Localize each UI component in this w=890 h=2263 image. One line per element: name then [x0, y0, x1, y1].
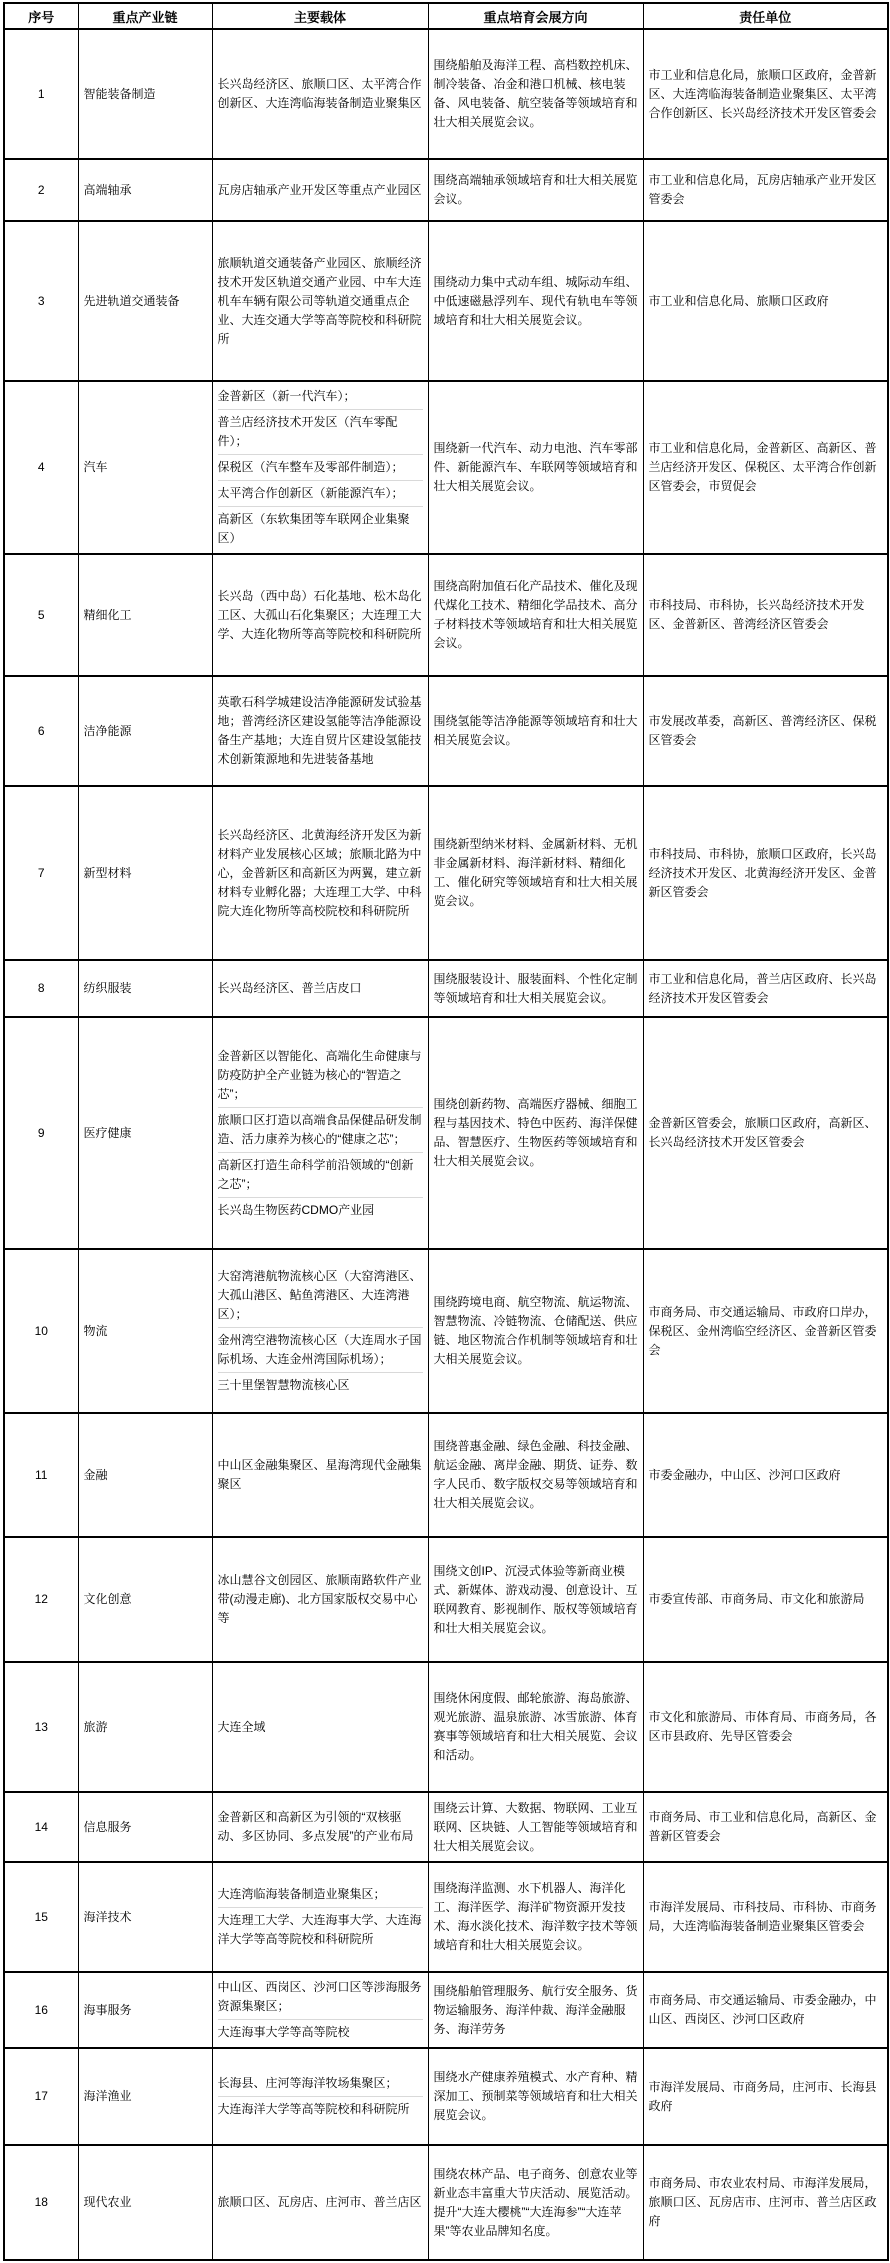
- exhibition-direction: 围绕动力集中式动车组、城际动车组、中低速磁悬浮列车、现代有轨电车等领域培育和壮大相关展览会议。: [428, 221, 643, 381]
- main-carriers-cell: [212, 1662, 428, 1792]
- industry-chain-name: 新型材料: [78, 786, 212, 960]
- industry-chain-name: 海洋技术: [78, 1862, 212, 1972]
- industry-chain-name: 先进轨道交通装备: [78, 221, 212, 381]
- main-carriers-cell: [212, 1972, 428, 2048]
- carrier-item: 普兰店经济技术开发区（汽车零配件）；: [218, 410, 423, 455]
- table-row: [4, 960, 888, 1017]
- carrier-item: 中山区金融集聚区、星海湾现代金融集聚区: [217, 1458, 422, 1491]
- carrier-item: 金普新区以智能化、高端化生命健康与防疫防护全产业链为核心的“智造之芯”；: [218, 1044, 423, 1108]
- carrier-item: 长兴岛（西中岛）石化基地、松木岛化工区、大孤山石化集聚区；大连理工大学、大连化物所等高等院校和科研院所: [217, 588, 422, 641]
- responsible-unit: 市海洋发展局、市科技局、市科协、市商务局，大连湾临海装备制造业聚集区管委会: [643, 1862, 888, 1972]
- carrier-item: 高新区打造生命科学前沿领域的“创新之芯”；: [218, 1153, 423, 1198]
- carrier-item: 旅顺口区打造以高端食品保健品研发制造、活力康养为核心的“健康之芯”；: [218, 1108, 423, 1153]
- exhibition-direction: 围绕新一代汽车、动力电池、汽车零部件、新能源汽车、车联网等领域培育和壮大相关展览会议。: [428, 381, 643, 554]
- row-number: 5: [4, 554, 78, 676]
- industry-chain-name: 现代农业: [78, 2145, 212, 2260]
- carrier-item: 大连海事大学等高等院校: [217, 2025, 350, 2039]
- carrier-item: 金普新区（新一代汽车）；: [218, 384, 423, 410]
- table-row: [4, 159, 888, 221]
- main-carriers-cell: [212, 381, 428, 554]
- row-number: 8: [4, 960, 78, 1017]
- industry-chain-name: 高端轴承: [78, 159, 212, 221]
- table-row: [4, 2048, 888, 2145]
- responsible-unit: 市商务局、市交通运输局、市政府口岸办，保税区、金州湾临空经济区、金普新区管委会: [643, 1249, 888, 1413]
- exhibition-direction: 围绕船舶及海洋工程、高档数控机床、制冷装备、冶金和港口机械、核电装备、风电装备、航空装备等领域培育和壮大相关展览会议。: [428, 29, 643, 159]
- industry-chain-name: 医疗健康: [78, 1017, 212, 1249]
- responsible-unit: 市工业和信息化局，普兰店区政府、长兴岛经济技术开发区管委会: [643, 960, 888, 1017]
- main-carriers-cell: [212, 786, 428, 960]
- table-row: [4, 1537, 888, 1662]
- responsible-unit: 市委宣传部、市商务局、市文化和旅游局: [643, 1537, 888, 1662]
- row-number: 16: [4, 1972, 78, 2048]
- carrier-item: 金普新区和高新区为引领的“双核驱动、多区协同、多点发展”的产业布局: [217, 1810, 414, 1843]
- table-row: [4, 1249, 888, 1413]
- row-number: 6: [4, 676, 78, 786]
- carrier-item: 冰山慧谷文创园区、旅顺南路软件产业带(动漫走廊)、北方国家版权交易中心等: [217, 1573, 422, 1625]
- responsible-unit: 市科技局、市科协，旅顺口区政府，长兴岛经济技术开发区、北黄海经济开发区、金普新区管委会: [643, 786, 888, 960]
- industry-chain-name: 金融: [78, 1413, 212, 1537]
- row-number: 7: [4, 786, 78, 960]
- responsible-unit: 市科技局、市科协，长兴岛经济技术开发区、金普新区、普湾经济区管委会: [643, 554, 888, 676]
- carrier-item: 旅顺口区、瓦房店、庄河市、普兰店区: [217, 2195, 422, 2209]
- carrier-item: 大连全域: [217, 1719, 266, 1734]
- main-carriers-cell: [212, 1862, 428, 1972]
- responsible-unit: 市工业和信息化局，金普新区、高新区、普兰店经济开发区、保税区、太平湾合作创新区管委会，市贸促会: [643, 381, 888, 554]
- responsible-unit: 金普新区管委会，旅顺口区政府，高新区、长兴岛经济技术开发区管委会: [643, 1017, 888, 1249]
- row-number: 14: [4, 1792, 78, 1862]
- carrier-item: 英歌石科学城建设洁净能源研发试验基地；普湾经济区建设氢能等洁净能源设备生产基地；大连自贸片区建设氢能技术创新策源地和先进装备基地: [217, 695, 422, 766]
- table-row: [4, 1972, 888, 2048]
- main-carriers-cell: [212, 676, 428, 786]
- main-carriers-cell: [212, 2145, 428, 2260]
- industry-chain-name: 信息服务: [78, 1792, 212, 1862]
- exhibition-direction: 围绕农林产品、电子商务、创意农业等新业态丰富重大节庆活动、展览活动。提升“大连大樱桃”“大连海参”“大连苹果”等农业品牌知名度。: [428, 2145, 643, 2260]
- responsible-unit: 市海洋发展局、市商务局，庄河市、长海县政府: [643, 2048, 888, 2145]
- industry-chain-name: 海洋渔业: [78, 2048, 212, 2145]
- exhibition-direction: 围绕跨境电商、航空物流、航运物流、智慧物流、冷链物流、仓储配送、供应链、地区物流合作机制等领域培育和壮大相关展览会议。: [428, 1249, 643, 1413]
- table-row: [4, 786, 888, 960]
- header-carriers: 主要载体: [212, 3, 428, 29]
- exhibition-direction: 围绕休闲度假、邮轮旅游、海岛旅游、观光旅游、温泉旅游、冰雪旅游、体育赛事等领域培育和壮大相关展览、会议和活动。: [428, 1662, 643, 1792]
- table-row: [4, 1017, 888, 1249]
- carrier-item: 保税区（汽车整车及零部件制造）；: [218, 455, 423, 481]
- table-row: [4, 2145, 888, 2260]
- row-number: 18: [4, 2145, 78, 2260]
- row-number: 9: [4, 1017, 78, 1249]
- responsible-unit: 市工业和信息化局、旅顺口区政府: [643, 221, 888, 381]
- row-number: 4: [4, 381, 78, 554]
- carrier-item: 大窑湾港航物流核心区（大窑湾港区、大孤山港区、鲇鱼湾港区、大连湾港区）；: [218, 1264, 423, 1328]
- row-number: 2: [4, 159, 78, 221]
- table-body: [4, 29, 888, 2260]
- carrier-item: 长兴岛经济区、旅顺口区、太平湾合作创新区、大连湾临海装备制造业聚集区: [217, 77, 422, 110]
- main-carriers-cell: [212, 1792, 428, 1862]
- exhibition-direction: 围绕创新药物、高端医疗器械、细胞工程与基因技术、特色中医药、海洋保健品、智慧医疗、生物医药等领域培育和壮大相关展览会议。: [428, 1017, 643, 1249]
- responsible-unit: 市工业和信息化局，旅顺口区政府，金普新区、大连湾临海装备制造业聚集区、太平湾合作创新区、长兴岛经济技术开发区管委会: [643, 29, 888, 159]
- header-direction: 重点培育会展方向: [428, 3, 643, 29]
- row-number: 15: [4, 1862, 78, 1972]
- industry-chain-name: 智能装备制造: [78, 29, 212, 159]
- carrier-item: 大连海洋大学等高等院校和科研院所: [217, 2102, 410, 2116]
- carrier-item: 中山区、西岗区、沙河口区等涉海服务资源集聚区；: [218, 1975, 423, 2020]
- industry-chain-name: 洁净能源: [78, 676, 212, 786]
- industry-chain-name: 汽车: [78, 381, 212, 554]
- exhibition-direction: 围绕云计算、大数据、物联网、工业互联网、区块链、人工智能等领域培育和壮大相关展览会议。: [428, 1792, 643, 1862]
- responsible-unit: 市商务局、市工业和信息化局，高新区、金普新区管委会: [643, 1792, 888, 1862]
- main-carriers-cell: [212, 1249, 428, 1413]
- row-number: 1: [4, 29, 78, 159]
- main-carriers-cell: [212, 221, 428, 381]
- exhibition-direction: 围绕新型纳米材料、金属新材料、无机非金属新材料、海洋新材料、精细化工、催化研究等领域培育和壮大相关展览会议。: [428, 786, 643, 960]
- carrier-item: 高新区（东软集团等车联网企业集聚区）: [217, 512, 410, 545]
- industry-chain-table: [3, 2, 889, 2261]
- row-number: 13: [4, 1662, 78, 1792]
- main-carriers-cell: [212, 2048, 428, 2145]
- main-carriers-cell: [212, 1537, 428, 1662]
- header-responsible: 责任单位: [643, 3, 888, 29]
- exhibition-direction: 围绕氢能等洁净能源等领域培育和壮大相关展览会议。: [428, 676, 643, 786]
- row-number: 17: [4, 2048, 78, 2145]
- header-chain: 重点产业链: [78, 3, 212, 29]
- carrier-item: 瓦房店轴承产业开发区等重点产业园区: [217, 182, 422, 197]
- main-carriers-cell: [212, 554, 428, 676]
- exhibition-direction: 围绕高附加值石化产品技术、催化及现代煤化工技术、精细化学品技术、高分子材料技术等领域培育和壮大相关展览会议。: [428, 554, 643, 676]
- carrier-item: 太平湾合作创新区（新能源汽车）；: [218, 481, 423, 507]
- main-carriers-cell: [212, 1413, 428, 1537]
- responsible-unit: 市商务局、市农业农村局、市海洋发展局，旅顺口区、瓦房店市、庄河市、普兰店区政府: [643, 2145, 888, 2260]
- responsible-unit: 市商务局、市交通运输局、市委金融办，中山区、西岗区、沙河口区政府: [643, 1972, 888, 2048]
- exhibition-direction: 围绕服装设计、服装面料、个性化定制等领域培育和壮大相关展览会议。: [428, 960, 643, 1017]
- main-carriers-cell: [212, 159, 428, 221]
- exhibition-direction: 围绕高端轴承领域培育和壮大相关展览会议。: [428, 159, 643, 221]
- table-row: [4, 381, 888, 554]
- industry-chain-name: 文化创意: [78, 1537, 212, 1662]
- industry-chain-name: 纺织服装: [78, 960, 212, 1017]
- industry-chain-name: 海事服务: [78, 1972, 212, 2048]
- exhibition-direction: 围绕文创IP、沉浸式体验等新商业模式、新媒体、游戏动漫、创意设计、互联网教育、影视制作、版权等领域培育和壮大相关展览会议。: [428, 1537, 643, 1662]
- exhibition-direction: 围绕水产健康养殖模式、水产育种、精深加工、预制菜等领域培育和壮大相关展览会议。: [428, 2048, 643, 2145]
- header-row: [4, 3, 888, 29]
- industry-chain-name: 精细化工: [78, 554, 212, 676]
- exhibition-direction: 围绕船舶管理服务、航行安全服务、货物运输服务、海洋仲裁、海洋金融服务、海洋劳务: [428, 1972, 643, 2048]
- carrier-item: 长兴岛经济区、北黄海经济开发区为新材料产业发展核心区域；旅顺北路为中心，金普新区和高新区为两翼，建立新材料专业孵化器；大连理工大学、中科院大连化物所等高校院校和科研院所: [217, 827, 422, 918]
- carrier-item: 三十里堡智慧物流核心区: [217, 1378, 350, 1392]
- table-row: [4, 1792, 888, 1862]
- carrier-item: 大连理工大学、大连海事大学、大连海洋大学等高等院校和科研院所: [217, 1913, 422, 1946]
- row-number: 12: [4, 1537, 78, 1662]
- table-row: [4, 1413, 888, 1537]
- main-carriers-cell: [212, 960, 428, 1017]
- exhibition-direction: 围绕普惠金融、绿色金融、科技金融、航运金融、离岸金融、期货、证券、数字人民币、数字版权交易等领域培育和壮大相关展览会议。: [428, 1413, 643, 1537]
- row-number: 11: [4, 1413, 78, 1537]
- carrier-item: 金州湾空港物流核心区（大连周水子国际机场、大连金州湾国际机场）；: [218, 1328, 423, 1373]
- row-number: 10: [4, 1249, 78, 1413]
- table-row: [4, 554, 888, 676]
- main-carriers-cell: [212, 1017, 428, 1249]
- responsible-unit: 市委金融办，中山区、沙河口区政府: [643, 1413, 888, 1537]
- table-row: [4, 29, 888, 159]
- table-row: [4, 676, 888, 786]
- carrier-item: 长海县、庄河等海洋牧场集聚区；: [218, 2071, 423, 2097]
- industry-chain-name: 旅游: [78, 1662, 212, 1792]
- row-number: 3: [4, 221, 78, 381]
- carrier-item: 长兴岛经济区、普兰店皮口: [217, 981, 362, 995]
- carrier-item: 大连湾临海装备制造业聚集区；: [218, 1882, 423, 1908]
- header-no: 序号: [4, 3, 78, 29]
- carrier-item: 长兴岛生物医药CDMO产业园: [217, 1202, 375, 1217]
- carrier-item: 旅顺轨道交通装备产业园区、旅顺经济技术开发区轨道交通产业园、中车大连机车车辆有限公司等轨道交通重点企业、大连交通大学等高等院校和科研院所: [217, 255, 422, 346]
- responsible-unit: 市工业和信息化局，瓦房店轴承产业开发区管委会: [643, 159, 888, 221]
- exhibition-direction: 围绕海洋监测、水下机器人、海洋化工、海洋医学、海洋矿物资源开发技术、海水淡化技术、海洋数字技术等领域培育和壮大相关展览会议。: [428, 1862, 643, 1972]
- responsible-unit: 市发展改革委，高新区、普湾经济区、保税区管委会: [643, 676, 888, 786]
- table-row: [4, 221, 888, 381]
- table-row: [4, 1862, 888, 1972]
- responsible-unit: 市文化和旅游局、市体育局、市商务局，各区市县政府、先导区管委会: [643, 1662, 888, 1792]
- table-row: [4, 1662, 888, 1792]
- main-carriers-cell: [212, 29, 428, 159]
- industry-chain-name: 物流: [78, 1249, 212, 1413]
